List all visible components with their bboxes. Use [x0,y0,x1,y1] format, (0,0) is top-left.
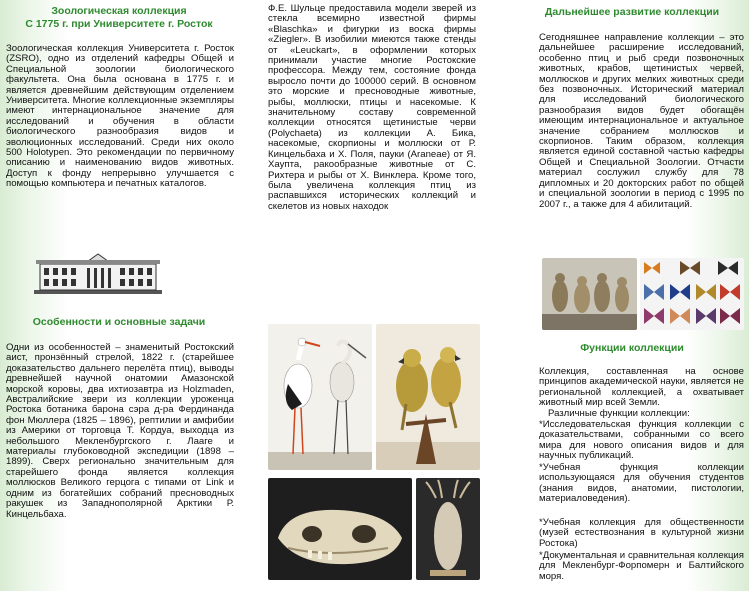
function-item: *Исследовательская функция коллекции с доказательствами, собранными со всего мира для нового описания видов и для научных публикаций. [539,419,744,462]
functions-intro: Коллекция, составленная на основе принципов академической науки, является не региональной коллекцией, а охватывает животный мир всей Земли. [539,366,744,409]
collection-heading: Зоологическая коллекция С 1775 г. при Университете г. Росток [25,5,213,30]
squid-photo [416,478,480,580]
functions-heading: Функции коллекции [580,342,684,354]
parrots-photo [376,324,480,470]
features-heading: Особенности и основные задачи [32,316,206,328]
development-heading: Дальнейшее развитие коллекции [544,6,720,18]
butterflies-photo [640,258,744,330]
intro-paragraph: Зоологическая коллекция Университета г. Росток (ZSRO), одно из отделений кафедры Общей и Специальной зоологии биологического факультета. Она была основана в 1775 г. и является древнейшим действующим отделением Университета. Многие коллекционные экземпляры имеют интернациональное значение для исследований и обучения в области биологического разнообразия видов и эволюционных исследований. Среди них около 500 Holotypen. Это рекомендации по первичному описанию и наименованию видов животных. Доступ к фонду непрерывно улучшается с помощью компьютера и печатных каталогов. [6,43,234,190]
development-paragraph: Сегодняшнее направление коллекции – это дальнейшее расширение исследований, особенно птиц и рыб среди позвоночных животных, крабов, щетинистых червей, моллюсков и других мелких животных среди без позвоночных. Исторический материал для исследований биологического разнообразия видов будет обогащён имеющим интернациональное и актуальное значение собранием моллюсков и скорпионов. Таким образом, коллекция является единой составной частью кафедры Общей и Специальной Зоологии. Отчасти материал сослужил службу для 78 дипломных и 20 докторских работ по общей и специальной зоологии в период с 1995 по 2007 г., а также для 4 абилитаций. [539,32,744,210]
stork-photo [268,324,372,470]
university-building-illustration [32,250,164,296]
function-item: *Учебная коллекция для общественности (музей естествознания в культурной жизни Ростока) [539,517,744,549]
right-column [522,0,749,591]
middle-column [258,0,486,591]
function-item: *Учебная функция коллекции использующаяся для обучения студентов (знания видов, анатомии, пистологии, материаловедения). [539,462,744,505]
middle-paragraph: Ф.Е. Шульце предоставила модели зверей из стекла всемирно известной фирмы «Blaschka» и фигурки из воска фирмы «Ziegler». В изобилии миеются также стенды от «Leuckart», в оформлении которых принимали участие многие Ростокские профессора. Между тем, состояние фонда выросло почти до 100000 серий. В основном это морские и пресноводные животные, рыбы, моллюски, птицы и насекомые. К значительному составу современной коллекции относятся щетинистые черви (Polychaeta) из коллекции А. Бика, насекомые, скорпионы и моллюски от Р. Кинцельбаха и Х. Поля, пауки (Araneae) от Я. Хаупта, ракообразные животные от С. Рихтера и рыбы от Х. Винклера. Кроме того, была увеличена коллекция птиц из распавшихся исторических коллекций и скелетов из новых находок [268,3,476,212]
function-item: *Документальная и сравнительная коллекция для Мекленбург-Форпомерн и Балтийского моря. [539,550,744,582]
features-paragraph: Одни из особенностей – знаменитый Ростокский аист, пронзённый стрелой, 1822 г. (старейшее доказательство дальнего перелёта птиц), выводы древнейшей научной онатомии Амазонской морской коровы, два ихтиозавтра из Holzmaden, Австралийские звери из коллекции уроженца Ростока ботаника барона сэра д-ра Фердинанда фон Мюллера (1825 – 1896), рептилии и амфибии из Америки от торговца Т. Кордуа, выходца из небольшого Мекленбургского г. Лааге и материалы глубоководной экспедиции (1898 – 1899). Сверх регионально значительным для старейшего фонда является коллекция моллюсков Великого герцога с типами от Link и одним из богатейших собраний пресноводных ракушек из Западнополярной Арктики Р. Кинцельбаха. [6,342,234,520]
skull-photo [268,478,412,580]
figurines-photo [542,258,637,330]
left-column [0,0,246,591]
functions-list-title: Различные функции коллекции: [548,408,690,419]
